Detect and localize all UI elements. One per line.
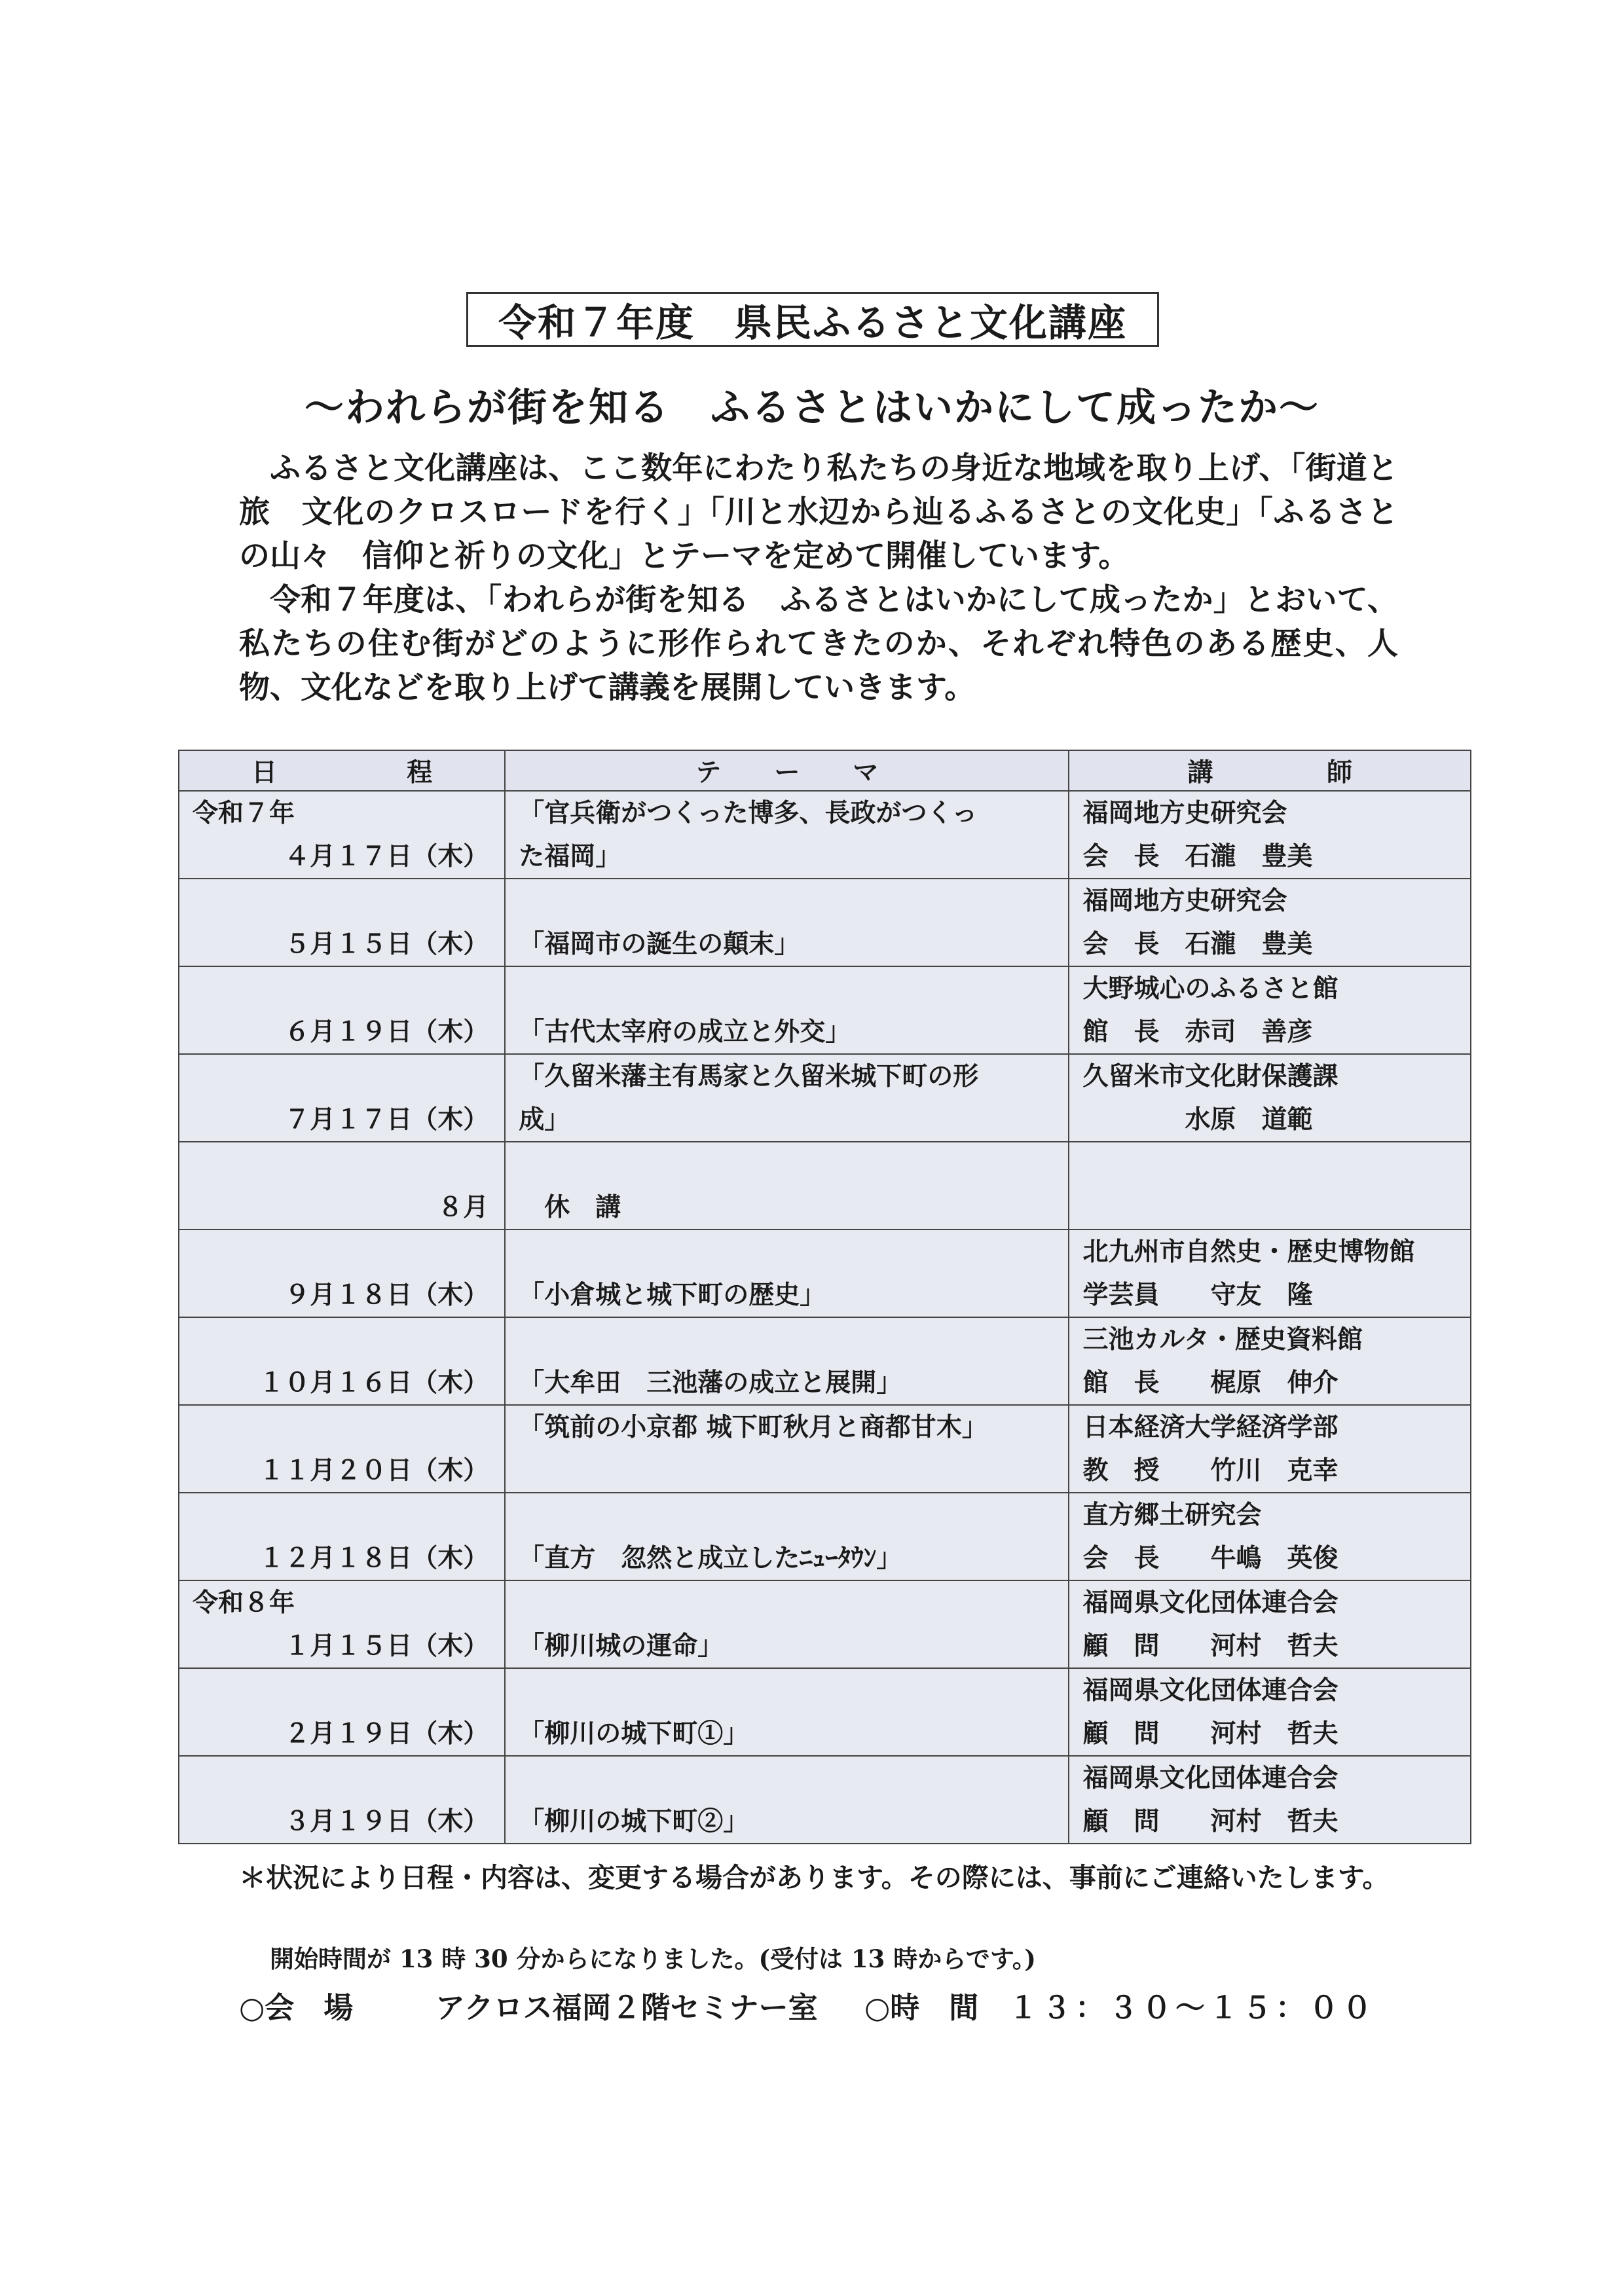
theme-cell <box>505 1317 1069 1405</box>
theme-line: 「柳川城の運命」 <box>519 1631 724 1661</box>
theme-line: 成」 <box>519 1104 570 1135</box>
table-header-row <box>179 750 1471 791</box>
schedule-cell <box>179 966 505 1054</box>
lecturer-cell <box>1069 1580 1471 1668</box>
theme-cell <box>505 1756 1069 1844</box>
schedule-cell <box>179 1580 505 1668</box>
date-label: ６月１９日（木） <box>284 1017 489 1047</box>
lecturer-name: 水原 道範 <box>1082 1104 1313 1135</box>
theme-cell <box>505 879 1069 966</box>
schedule-cell <box>179 1054 505 1142</box>
lecturer-name: 教 授 竹川 克幸 <box>1082 1455 1338 1485</box>
schedule-cell <box>179 1317 505 1405</box>
date-label: １１月２０日（木） <box>259 1455 489 1485</box>
date-label: ２月１９日（木） <box>284 1719 489 1749</box>
time-value: １３：３０～１５：００ <box>1008 1990 1376 2025</box>
theme-line <box>519 1581 1055 1624</box>
table-row <box>179 966 1471 1054</box>
lecturer-org: 久留米市文化財保護課 <box>1082 1061 1338 1091</box>
theme-line <box>519 967 1055 1010</box>
schedule-cell <box>179 879 505 966</box>
lecturer-cell <box>1069 791 1471 879</box>
theme-cell <box>505 1142 1069 1230</box>
table-row <box>179 1493 1471 1580</box>
theme-line: 「小倉城と城下町の歴史」 <box>519 1280 826 1310</box>
theme-cell <box>505 966 1069 1054</box>
lecturer-name: 会 長 石瀧 豊美 <box>1082 929 1313 959</box>
theme-line: 「大牟田 三池藩の成立と展開」 <box>519 1368 902 1398</box>
date-label: ３月１９日（木） <box>284 1806 489 1836</box>
lecturer-cell <box>1069 1493 1471 1580</box>
schedule-cell <box>179 1493 505 1580</box>
intro-text <box>239 446 1398 710</box>
start-time-note: 開始時間が 13 時 30 分からになりました。(受付は 13 時からです。) <box>270 1944 1036 1973</box>
theme-line <box>519 1230 1055 1273</box>
year-label <box>193 1757 491 1800</box>
lecturer-name: 会 長 牛嶋 英俊 <box>1082 1543 1338 1573</box>
lecturer-org: 福岡県文化団体連合会 <box>1082 1763 1338 1793</box>
lecturer-name: 館 長 赤司 善彦 <box>1082 1017 1313 1047</box>
theme-cell <box>505 1054 1069 1142</box>
table-row <box>179 1580 1471 1668</box>
header-schedule: 日 程 <box>179 750 505 791</box>
lecturer-name: 顧 問 河村 哲夫 <box>1082 1806 1338 1836</box>
table-row <box>179 791 1471 879</box>
theme-cell <box>505 1493 1069 1580</box>
schedule-table <box>178 750 1471 1844</box>
date-label: ７月１７日（木） <box>284 1104 489 1135</box>
theme-line: 「筑前の小京都 城下町秋月と商都甘木」 <box>519 1412 987 1442</box>
lecturer-org: 福岡地方史研究会 <box>1082 886 1287 916</box>
document-subtitle: ～われらが街を知る ふるさとはいかにして成ったか～ <box>304 385 1320 431</box>
theme-line <box>519 1493 1055 1537</box>
lecturer-name: 学芸員 守友 隆 <box>1082 1280 1313 1310</box>
theme-line: 「官兵衛がつくった博多、長政がつくっ <box>519 798 978 828</box>
schedule-cell <box>179 1230 505 1317</box>
year-label <box>193 967 491 1010</box>
theme-line: 「福岡市の誕生の顛末」 <box>519 929 800 959</box>
theme-line: た福岡」 <box>519 841 621 871</box>
lecturer-name: 顧 問 河村 哲夫 <box>1082 1631 1338 1661</box>
year-label: 令和７年 <box>193 798 295 828</box>
lecturer-org <box>1082 1142 1457 1186</box>
lecturer-cell <box>1069 966 1471 1054</box>
lecturer-org: 福岡県文化団体連合会 <box>1082 1588 1338 1618</box>
lecturer-cell <box>1069 1230 1471 1317</box>
document-title: 令和７年度 県民ふるさと文化講座 <box>466 292 1159 347</box>
lecturer-org: 福岡地方史研究会 <box>1082 798 1287 828</box>
year-label <box>193 1142 491 1186</box>
schedule-cell <box>179 1405 505 1493</box>
header-theme: テ ー マ <box>505 750 1069 791</box>
theme-line: 休 講 <box>519 1192 621 1222</box>
theme-line <box>519 1142 1055 1186</box>
theme-cell <box>505 1405 1069 1493</box>
date-label: ４月１７日（木） <box>284 841 489 871</box>
lecturer-org: 三池カルタ・歴史資料館 <box>1082 1324 1363 1355</box>
intro-paragraph: ふるさと文化講座は、ここ数年にわたり私たちの身近な地域を取り上げ、「街道と旅 文化のクロスロードを行く」「川と水辺から辿るふるさとの文化史」「ふるさとの山々 信仰と祈りの文化」とテーマを定めて開催しています。 <box>239 450 1398 574</box>
theme-line <box>519 1318 1055 1361</box>
lecturer-org: 北九州市自然史・歴史博物館 <box>1082 1237 1415 1267</box>
time-label: ○時 間 <box>864 1990 979 2025</box>
table-row <box>179 1230 1471 1317</box>
theme-cell <box>505 1668 1069 1756</box>
date-label: １２月１８日（木） <box>259 1543 489 1573</box>
theme-cell <box>505 1580 1069 1668</box>
theme-line: 「久留米藩主有馬家と久留米城下町の形 <box>519 1061 979 1091</box>
table-row <box>179 1317 1471 1405</box>
table-row <box>179 1142 1471 1230</box>
theme-line: 「柳川の城下町②」 <box>519 1806 749 1836</box>
date-label: １０月１６日（木） <box>259 1368 489 1398</box>
date-label: ５月１５日（木） <box>284 929 489 959</box>
schedule-cell <box>179 791 505 879</box>
table-row <box>179 1668 1471 1756</box>
theme-line <box>519 1669 1055 1712</box>
year-label <box>193 1055 491 1098</box>
date-label: ８月 <box>437 1192 489 1222</box>
theme-line: 「直方 忽然と成立したﾆｭｰﾀｳﾝ」 <box>519 1543 902 1573</box>
lecturer-name: 館 長 梶原 伸介 <box>1082 1368 1338 1398</box>
schedule-cell <box>179 1668 505 1756</box>
theme-line: 「柳川の城下町①」 <box>519 1719 749 1749</box>
theme-cell <box>505 791 1069 879</box>
theme-cell <box>505 1230 1069 1317</box>
year-label <box>193 1318 491 1361</box>
table-row <box>179 879 1471 966</box>
lecturer-org: 日本経済大学経済学部 <box>1082 1412 1338 1442</box>
lecturer-cell <box>1069 879 1471 966</box>
intro-paragraph: 令和７年度は、「われらが街を知る ふるさとはいかにして成ったか」とおいて、私たちの住む街がどのように形作られてきたのか、それぞれ特色のある歴史、人物、文化などを取り上げて講義を展開していきます。 <box>239 582 1398 706</box>
schedule-cell <box>179 1142 505 1230</box>
table-row <box>179 1756 1471 1844</box>
schedule-change-note: ＊状況により日程・内容は、変更する場合があります。その際には、事前にご連絡いたします。 <box>239 1862 1390 1893</box>
lecturer-cell <box>1069 1317 1471 1405</box>
year-label <box>193 1493 491 1537</box>
theme-line <box>519 1449 1055 1492</box>
table-row <box>179 1405 1471 1493</box>
year-label <box>193 879 491 922</box>
header-lecturer: 講 師 <box>1069 750 1471 791</box>
lecturer-cell <box>1069 1756 1471 1844</box>
venue-label: ○会 場 <box>239 1990 354 2025</box>
schedule-cell <box>179 1756 505 1844</box>
lecturer-cell <box>1069 1405 1471 1493</box>
lecturer-cell <box>1069 1054 1471 1142</box>
lecturer-cell <box>1069 1142 1471 1230</box>
year-label: 令和８年 <box>193 1588 295 1618</box>
theme-line <box>519 1757 1055 1800</box>
lecturer-name <box>1082 1186 1457 1229</box>
date-label: ９月１８日（木） <box>284 1280 489 1310</box>
lecturer-org: 直方郷土研究会 <box>1082 1500 1262 1530</box>
table-row <box>179 1054 1471 1142</box>
theme-line: 「古代太宰府の成立と外交」 <box>519 1017 851 1047</box>
year-label <box>193 1669 491 1712</box>
lecturer-org: 大野城心のふるさと館 <box>1082 974 1338 1004</box>
lecturer-org: 福岡県文化団体連合会 <box>1082 1675 1338 1705</box>
year-label <box>193 1230 491 1273</box>
year-label <box>193 1406 491 1449</box>
theme-line <box>519 879 1055 922</box>
lecturer-name: 顧 問 河村 哲夫 <box>1082 1719 1338 1749</box>
date-label: １月１５日（木） <box>284 1631 489 1661</box>
lecturer-name: 会 長 石瀧 豊美 <box>1082 841 1313 871</box>
lecturer-cell <box>1069 1668 1471 1756</box>
venue-value: アクロス福岡２階セミナー室 <box>435 1990 818 2025</box>
